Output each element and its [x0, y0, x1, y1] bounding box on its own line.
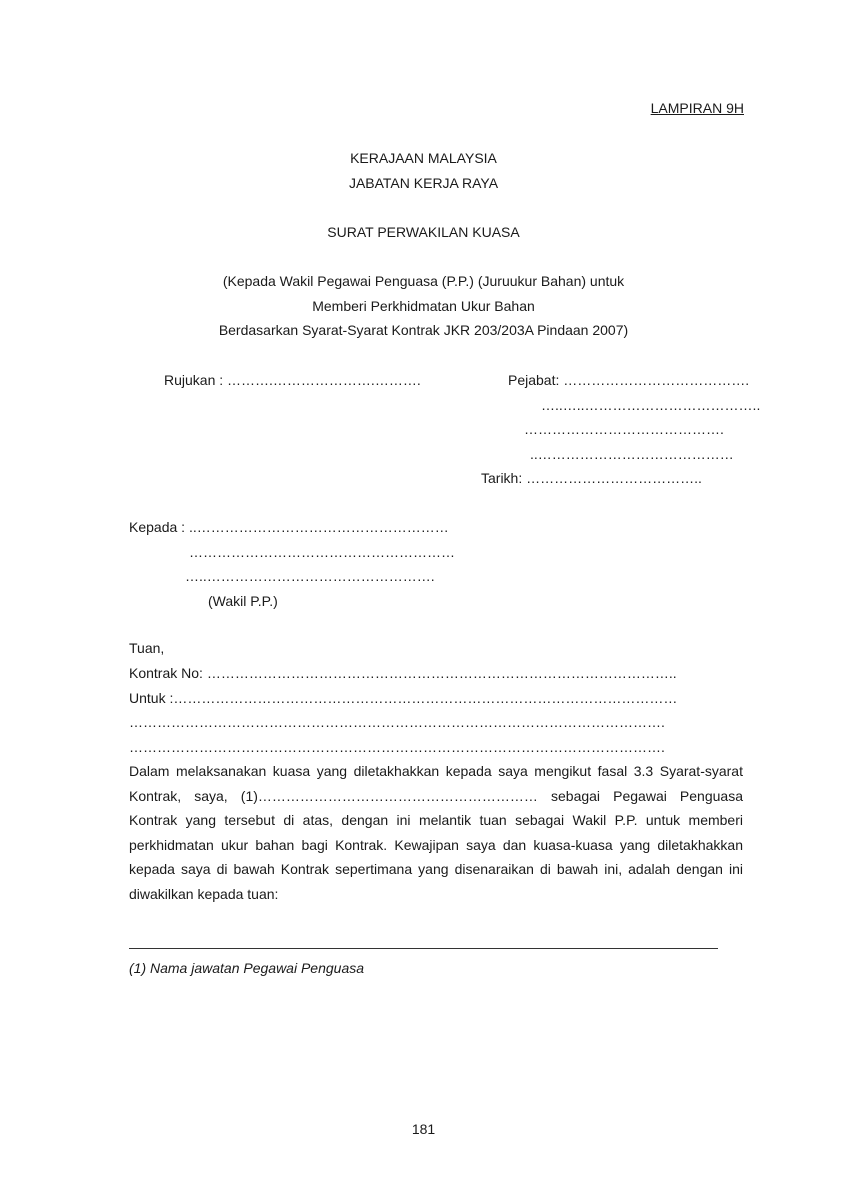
rujukan-field: Rujukan : ……….………………….……….	[164, 372, 421, 388]
kepada-line-3: …..………………………………………….	[185, 568, 435, 584]
kontrak-no-field: Kontrak No: ………………………………………………………………………………………..	[129, 665, 677, 681]
paragraph-line: Kontrak yang tersebut di atas, dengan ini melantik tuan sebagai Wakil P.P. untuk memberi	[129, 812, 743, 828]
document-title: SURAT PERWAKILAN KUASA	[327, 224, 520, 240]
subtitle-line-2: Memberi Perkhidmatan Ukur Bahan	[312, 298, 535, 314]
subtitle-line-1: (Kepada Wakil Pegawai Penguasa (P.P.) (Juruukur Bahan) untuk	[222, 273, 625, 289]
paragraph-last-line: diwakilkan kepada tuan:	[129, 886, 279, 902]
untuk-line-2: …………………………………………………………………………………………………….	[129, 714, 665, 730]
paragraph-line: Dalam melaksanakan kuasa yang diletakhakkan kepada saya mengikut fasal 3.3 Syarat-syarat	[129, 763, 743, 779]
pejabat-field: Pejabat: ………………………………….	[508, 372, 750, 388]
pejabat-line-3: …………………………………….	[524, 421, 724, 437]
footnote: (1) Nama jawatan Pegawai Penguasa	[129, 960, 365, 976]
paragraph-line: kepada saya di bawah Kontrak sepertimana yang disenaraikan di bawah ini, adalah dengan ini	[129, 861, 743, 877]
kepada-line-2: …………………………………………………	[189, 544, 455, 560]
salutation: Tuan,	[129, 640, 165, 656]
pejabat-line-4: ..……………………………………	[530, 446, 734, 462]
untuk-field: Untuk :………………………………………………………………………………………………	[129, 690, 678, 706]
untuk-line-3: …………………………………………………………………………………………………….	[129, 739, 665, 755]
paragraph-line: perkhidmatan ukur bahan bagi Kontrak. Kewajipan saya dan kuasa-kuasa yang diletakhakkan	[129, 837, 743, 853]
pejabat-line-2: …..…..………………………………..	[541, 397, 761, 413]
kepada-field: Kepada : ..………………………………………………	[129, 519, 449, 535]
wakil-label: (Wakil P.P.)	[208, 593, 278, 609]
page-number: 181	[411, 1121, 436, 1137]
attachment-label: LAMPIRAN 9H	[650, 100, 744, 116]
tarikh-field: Tarikh: ………………………………..	[481, 470, 702, 486]
footnote-divider	[129, 948, 718, 949]
header-department: JABATAN KERJA RAYA	[348, 175, 499, 191]
subtitle-line-3: Berdasarkan Syarat-Syarat Kontrak JKR 203/203A Pindaan 2007)	[218, 322, 629, 338]
paragraph-line: Kontrak, saya, (1)…………………………………………………… sebagai Pegawai Penguasa	[129, 788, 743, 804]
header-government: KERAJAAN MALAYSIA	[350, 150, 497, 166]
